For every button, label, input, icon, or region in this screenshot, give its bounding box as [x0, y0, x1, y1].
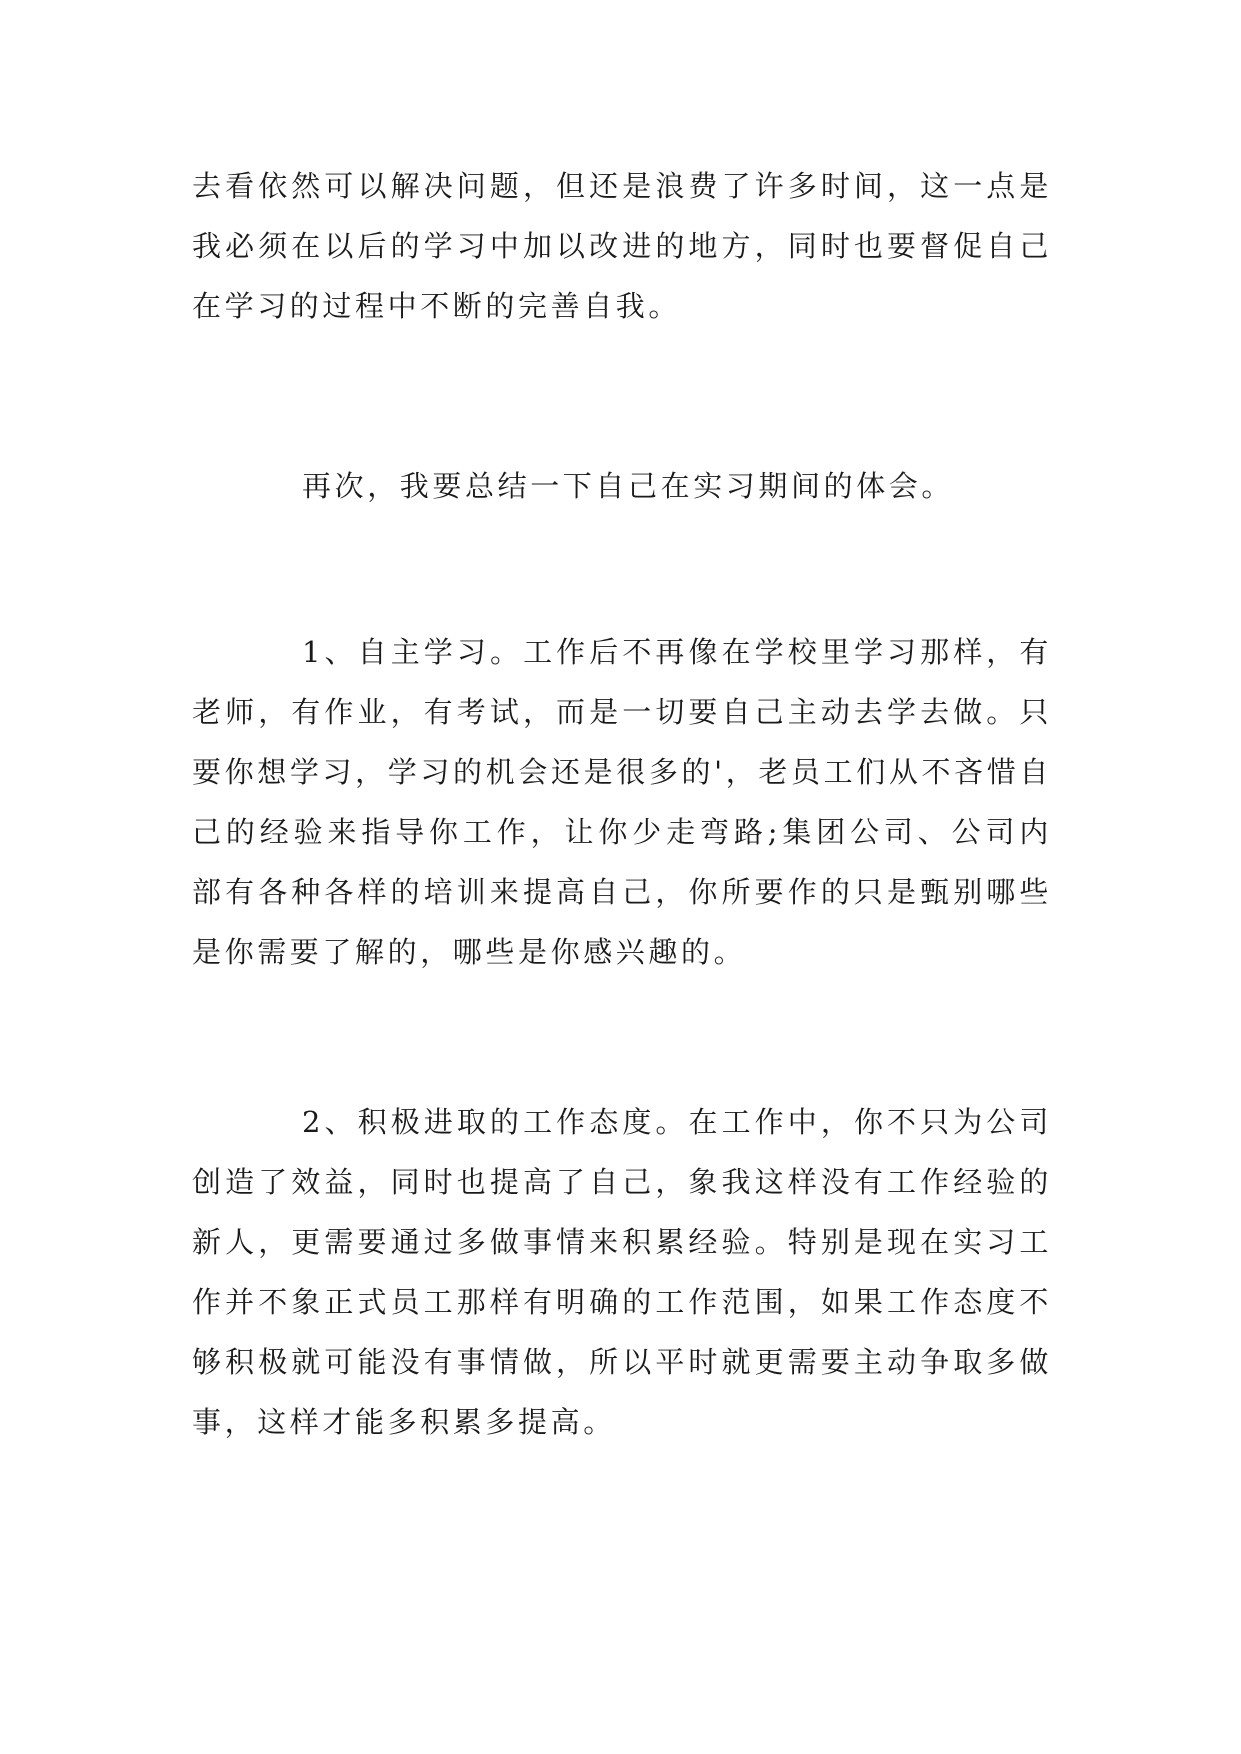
- paragraph-point-1: 1、自主学习。工作后不再像在学校里学习那样，有老师，有作业，有考试，而是一切要自己主动去学去做。只要你想学习，学习的机会还是很多的'，老员工们从不吝惜自己的经验来指导你工作，让你少走弯路;集团公司、公司内部有各种各样的培训来提高自己，你所要作的只是甄别哪些是你需要了解的，哪些是你感兴趣的。: [192, 635, 1052, 969]
- paragraph-continuation: 去看依然可以解决问题，但还是浪费了许多时间，这一点是我必须在以后的学习中加以改进的地方，同时也要督促自己在学习的过程中不断的完善自我。: [192, 169, 1052, 323]
- paragraph-point-2: 2、积极进取的工作态度。在工作中，你不只为公司创造了效益，同时也提高了自己，象我这样没有工作经验的新人，更需要通过多做事情来积累经验。特别是现在实习工作并不象正式员工那样有明确的工作范围，如果工作态度不够积极就可能没有事情做，所以平时就更需要主动争取多做事，这样才能多积累多提高。: [192, 1105, 1052, 1439]
- paragraph-summary-intro: 再次，我要总结一下自己在实习期间的体会。: [302, 469, 955, 503]
